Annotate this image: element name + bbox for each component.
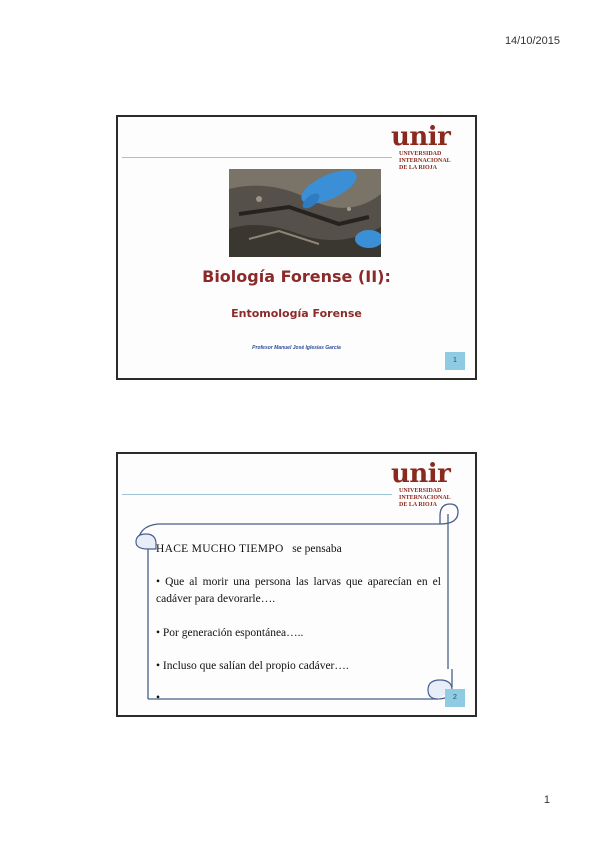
slide-title: Biología Forense (II): [202, 267, 391, 286]
slide-heading [156, 543, 441, 555]
logo-line-3: DE LA RIOJA [399, 165, 438, 171]
logo-wordmark: unir [391, 459, 451, 489]
bullet-2: • Por generación espontánea….. [156, 627, 304, 639]
page-date: 14/10/2015 [504, 35, 560, 47]
logo-wordmark: unir [391, 122, 451, 152]
header-rule [122, 157, 392, 158]
logo-line-2: INTERNACIONAL [399, 495, 451, 501]
forensic-photo [229, 169, 381, 257]
slide-number-badge: 2 [445, 689, 465, 707]
bullet-3: • Incluso que salían del propio cadáver…. [156, 660, 349, 672]
bullet-1: • Que al morir una persona las larvas que aparecían en el cadáver para devorarle…. [156, 576, 441, 605]
slide-1 [116, 115, 477, 380]
heading-rest: se pensaba [292, 543, 342, 555]
logo-line-1: UNIVERSIDAD [399, 151, 442, 157]
logo-line-2: INTERNACIONAL [399, 158, 451, 164]
logo-line-1: UNIVERSIDAD [399, 488, 442, 494]
heading-caps: HACE MUCHO TIEMPO [156, 543, 284, 555]
slide-subtitle: Entomología Forense [231, 307, 362, 320]
page-number: 1 [543, 794, 550, 806]
unir-logo [391, 123, 471, 172]
slide-2 [116, 452, 477, 717]
slide-number-badge: 1 [445, 352, 465, 370]
bullet-4: • [156, 692, 161, 704]
slide-author: Profesor Manuel José Iglesias García [252, 345, 341, 351]
logo-line-3: DE LA RIOJA [399, 502, 438, 508]
